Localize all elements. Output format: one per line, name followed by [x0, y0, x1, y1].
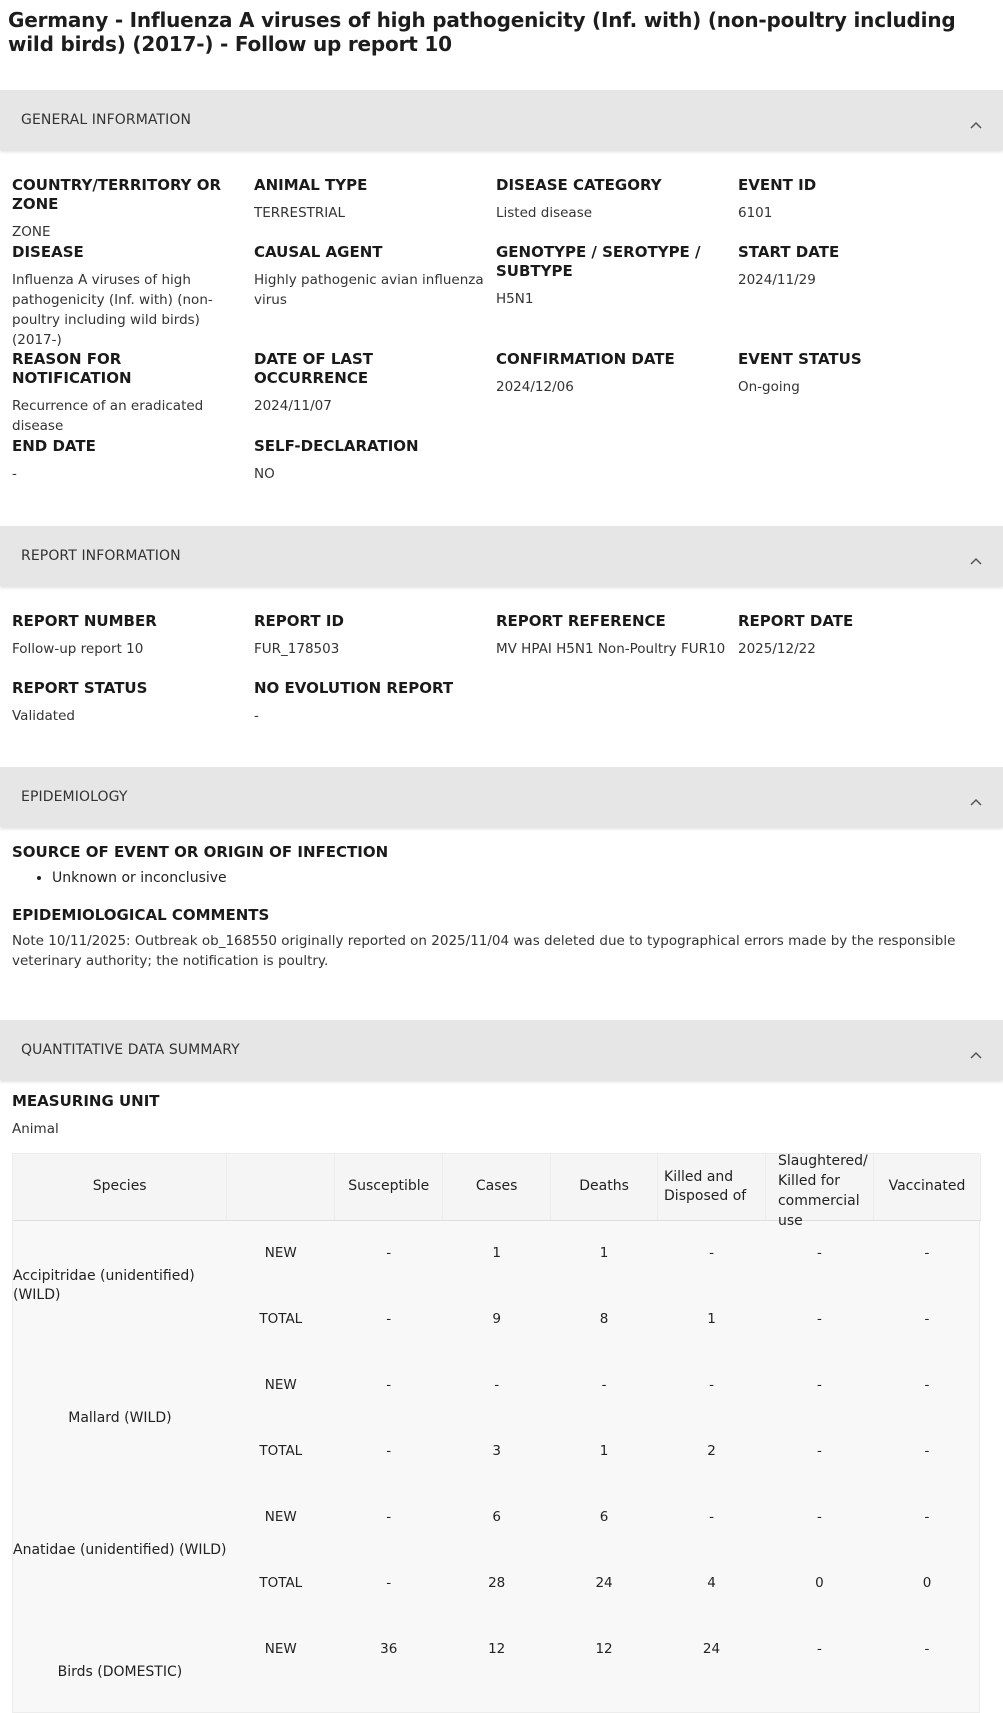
species-name: Mallard (WILD) [68, 1409, 172, 1426]
field-label: DATE OF LAST OCCURRENCE [254, 350, 374, 387]
field-label: REASON FOR NOTIFICATION [12, 350, 132, 387]
table-cell: 28 [488, 1575, 506, 1591]
chevron-up-icon[interactable] [969, 551, 983, 561]
section-title-report: REPORT INFORMATION [21, 548, 181, 564]
field-report-number [12, 612, 254, 679]
field-start-date [738, 243, 980, 350]
field-value: 2024/11/07 [254, 398, 332, 414]
section-header-general[interactable] [0, 90, 1003, 150]
field-event-status [738, 350, 980, 437]
table-cell: 6 [599, 1509, 609, 1525]
table-cell: - [924, 1641, 930, 1657]
field-report-id [254, 612, 496, 679]
table-cell: 0 [815, 1575, 824, 1591]
measuring-unit-label: MEASURING UNIT [12, 1092, 160, 1110]
field-label: REPORT STATUS [12, 679, 148, 697]
table-cell: - [386, 1377, 392, 1393]
field-no-evolution-report [254, 679, 496, 739]
table-cell: - [709, 1245, 714, 1262]
new-label: NEW [264, 1509, 297, 1525]
table-cell: - [817, 1509, 822, 1525]
table-cell: - [924, 1377, 930, 1393]
source-list [52, 868, 991, 888]
table-cell: - [386, 1245, 392, 1262]
table-cell: 2 [707, 1443, 716, 1459]
column-header-deaths[interactable]: Deaths [551, 1154, 658, 1220]
field-value: Influenza A viruses of high pathogenicity (Inf. with) (non-poultry including wild birds) (2017-) [12, 272, 213, 348]
table-cell: 0 [922, 1575, 932, 1591]
table-cell: - [386, 1509, 392, 1525]
table-cell: 1 [492, 1245, 501, 1262]
table-row [13, 1352, 981, 1418]
table-row [13, 1484, 981, 1550]
section-title-general: GENERAL INFORMATION [21, 112, 192, 128]
field-value: 2024/11/29 [738, 272, 816, 288]
species-name: Anatidae (unidentified) (WILD) [13, 1541, 227, 1558]
field-label: COUNTRY/TERRITORY OR ZONE [12, 176, 222, 213]
measuring-unit [0, 1092, 172, 1139]
table-cell: 4 [707, 1575, 716, 1591]
table-cell: 1 [599, 1245, 609, 1262]
field-label: CAUSAL AGENT [254, 243, 383, 261]
column-header-cases[interactable]: Cases [443, 1154, 551, 1220]
field-value: Follow-up report 10 [12, 641, 144, 657]
species-name: Accipitridae (unidentified) (WILD) [13, 1268, 195, 1304]
field-self-declaration [254, 437, 496, 497]
table-cell: - [494, 1377, 500, 1393]
field-value: 2024/12/06 [496, 379, 574, 395]
table-row [13, 1220, 981, 1286]
table-cell: - [386, 1311, 392, 1327]
quantitative-table [13, 1154, 981, 1682]
measuring-unit-value: Animal [12, 1121, 59, 1137]
section-title-quantitative: QUANTITATIVE DATA SUMMARY [21, 1042, 240, 1058]
field-disease [12, 243, 254, 350]
general-info-grid [0, 176, 992, 497]
table-header-row [13, 1154, 981, 1220]
column-header-type [227, 1154, 335, 1220]
section-header-quantitative[interactable] [0, 1020, 1003, 1080]
field-label: SELF-DECLARATION [254, 437, 419, 455]
table-cell: 24 [702, 1641, 721, 1657]
new-label: NEW [264, 1377, 297, 1393]
section-header-epidemiology[interactable] [0, 767, 1003, 827]
field-report-date [738, 612, 980, 679]
column-header-susceptible[interactable]: Susceptible [335, 1154, 443, 1220]
table-cell: - [924, 1245, 930, 1262]
quantitative-table-container [12, 1153, 980, 1713]
chevron-up-icon[interactable] [969, 115, 983, 125]
column-header-killed[interactable]: Killed and Disposed of [658, 1154, 766, 1220]
table-cell: - [924, 1443, 930, 1459]
field-value: Validated [12, 708, 75, 724]
new-label: NEW [264, 1245, 297, 1262]
field-animal-type [254, 176, 496, 243]
comments-label: EPIDEMIOLOGICAL COMMENTS [12, 906, 270, 924]
table-cell: - [924, 1509, 930, 1525]
species-name: Birds (DOMESTIC) [57, 1664, 183, 1680]
table-cell: - [817, 1641, 822, 1657]
column-header-slaughtered[interactable] [765, 1152, 873, 1229]
table-cell: 1 [707, 1311, 716, 1327]
table-cell: - [386, 1443, 392, 1459]
table-cell: - [924, 1311, 930, 1327]
field-value: ZONE [12, 224, 51, 240]
table-cell: - [386, 1575, 392, 1591]
field-event-id [738, 176, 980, 243]
total-label: TOTAL [259, 1575, 303, 1591]
field-country-territory-or-zone [12, 176, 254, 243]
field-value: - [254, 708, 259, 724]
column-header-species[interactable]: Species [13, 1154, 227, 1220]
epidemiology-source [0, 843, 1003, 888]
field-value: 6101 [738, 205, 773, 221]
table-cell: - [817, 1311, 822, 1327]
table-cell: 9 [492, 1311, 501, 1327]
slaughtered-header-text: Slaughtered/ Killed for commercial use [777, 1152, 868, 1229]
field-value: TERRESTRIAL [254, 205, 345, 221]
field-report-status [12, 679, 254, 739]
table-cell: 24 [595, 1575, 613, 1591]
field-value: - [12, 466, 17, 482]
field-disease-category [496, 176, 738, 243]
table-cell: 1 [599, 1443, 609, 1459]
source-label: SOURCE OF EVENT OR ORIGIN OF INFECTION [12, 843, 389, 861]
field-value: Recurrence of an eradicated disease [12, 398, 204, 434]
field-label: GENOTYPE / SEROTYPE / SUBTYPE [496, 243, 701, 280]
field-label: DISEASE [12, 243, 84, 261]
chevron-up-icon[interactable] [969, 792, 983, 802]
table-cell: - [817, 1443, 822, 1459]
table-cell: 8 [599, 1311, 609, 1327]
table-cell: 6 [492, 1509, 501, 1525]
new-label: NEW [264, 1641, 297, 1657]
field-reason-for-notification [12, 350, 254, 437]
field-value: On-going [738, 379, 800, 395]
table-cell: 12 [488, 1641, 506, 1657]
section-header-report[interactable] [0, 526, 1003, 586]
field-date-of-last-occurrence [254, 350, 496, 437]
report-info-grid [0, 612, 992, 739]
field-label: NO EVOLUTION REPORT [254, 679, 454, 697]
total-label: TOTAL [259, 1311, 303, 1327]
table-cell: 3 [492, 1443, 501, 1459]
field-value: 2025/12/22 [738, 641, 816, 657]
field-label: END DATE [12, 437, 96, 455]
column-header-vaccinated[interactable]: Vaccinated [873, 1154, 980, 1220]
field-label: REPORT NUMBER [12, 612, 157, 630]
table-row [13, 1616, 981, 1682]
field-report-reference [496, 612, 738, 679]
field-value: Highly pathogenic avian influenza virus [254, 272, 484, 308]
epidemiology-comments [0, 906, 1003, 971]
section-title-epidemiology: EPIDEMIOLOGY [21, 789, 128, 805]
total-label: TOTAL [259, 1443, 303, 1459]
field-label: DISEASE CATEGORY [496, 176, 662, 194]
table-cell: - [817, 1245, 822, 1262]
table-cell: 12 [595, 1641, 613, 1657]
table-cell: 36 [380, 1641, 398, 1657]
field-value: MV HPAI H5N1 Non-Poultry FUR10 [496, 641, 726, 657]
field-label: REPORT DATE [738, 612, 854, 630]
field-label: EVENT ID [738, 176, 817, 194]
page-title: Germany - Influenza A viruses of high pathogenicity (Inf. with) (non-poultry including wild birds) (2017-) - Follow up report 10 [8, 8, 956, 56]
table-cell: - [709, 1509, 714, 1525]
field-value: FUR_178503 [254, 641, 340, 657]
table-cell: - [817, 1377, 822, 1393]
field-label: EVENT STATUS [738, 350, 862, 368]
field-end-date [12, 437, 254, 497]
comments-text: Note 10/11/2025: Outbreak ob_168550 originally reported on 2025/11/04 was deleted due to typographical errors made by the responsible veterinary authority; the notification is poultry. [12, 933, 956, 969]
field-label: START DATE [738, 243, 840, 261]
quantitative-table-body [13, 1220, 981, 1682]
field-confirmation-date [496, 350, 738, 437]
list-item: • Unknown or inconclusive [52, 868, 991, 888]
field-label: ANIMAL TYPE [254, 176, 368, 194]
field-value: Listed disease [496, 205, 593, 221]
chevron-up-icon[interactable] [969, 1045, 983, 1055]
field-value: NO [254, 466, 275, 482]
field-label: CONFIRMATION DATE [496, 350, 675, 368]
field-label: REPORT ID [254, 612, 344, 630]
field-label: REPORT REFERENCE [496, 612, 666, 630]
field-value: H5N1 [496, 291, 534, 307]
field-genotype-serotype-subtype [496, 243, 738, 350]
table-cell: - [601, 1377, 607, 1393]
table-cell: - [709, 1377, 714, 1393]
field-causal-agent [254, 243, 496, 350]
